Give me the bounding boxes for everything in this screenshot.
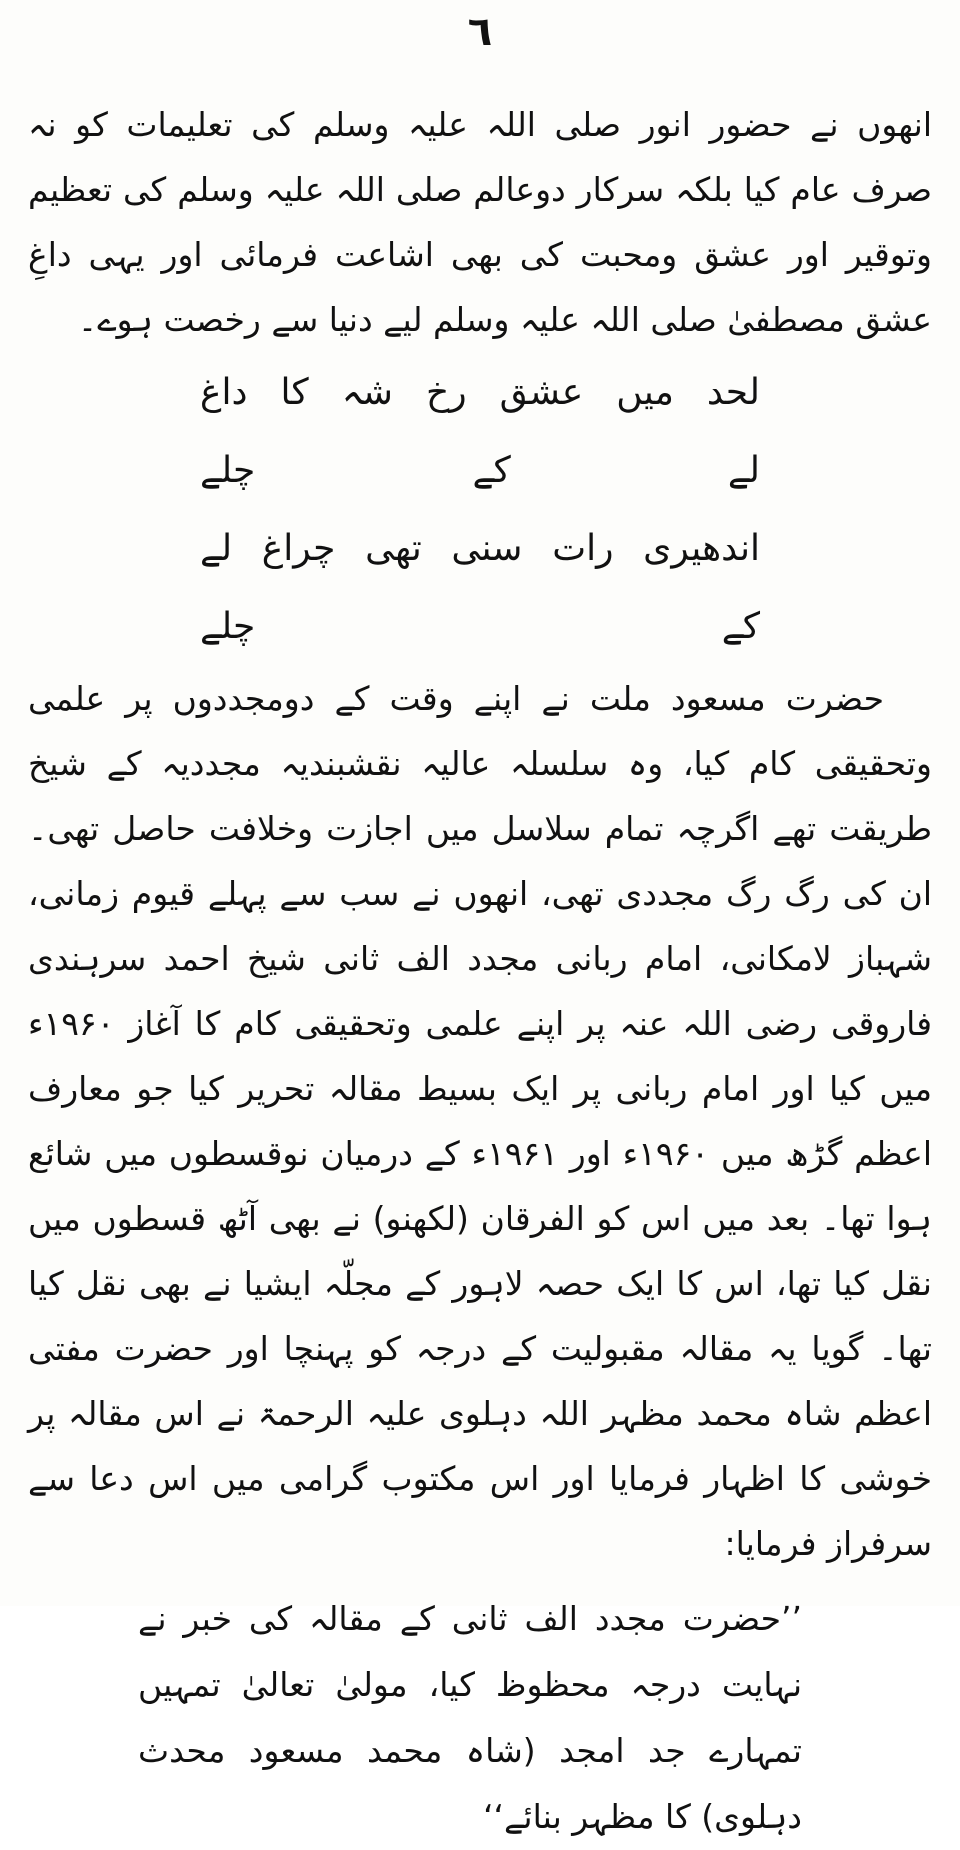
paragraph-main: حضرت مسعود ملت نے اپنے وقت کے دومجددوں پر علمی وتحقیقی کام کیا، وہ سلسلہ عالیہ نقشبندیہ مجددیہ کے شیخ طریقت تھے اگرچہ تمام سلاسل میں اجازت وخلافت حاصل تھی۔ان کی رگ رگ مجددی تھی، انھوں نے سب سے پہلے قیوم زمانی، شہباز لامکانی، امام ربانی مجدد الف ثانی شیخ احمد سرہندی فاروقی رضی اللہ عنہ پر اپنے علمی وتحقیقی کام کا آغاز ۱۹۶۰ء میں کیا اور امام ربانی پر ایک بسیط مقالہ تحریر کیا جو معارف اعظم گڑھ میں ۱۹۶۰ء اور ۱۹۶۱ء کے درمیان نوقسطوں میں شائع ہوا تھا۔ بعد میں اس کو الفرقان (لکھنو) نے بھی آٹھ قسطوں میں نقل کیا تھا، اس کا ایک حصہ لاہور کے مجلّہ ایشیا نے بھی نقل کیا تھا۔ گویا یہ مقالہ مقبولیت کے درجہ کو پہنچا اور حضرت مفتی اعظم شاہ محمد مظہر اللہ دہلوی علیہ الرحمۃ نے اس مقالہ پر خوشی کا اظہار فرمایا اور اس مکتوب گرامی میں اس دعا سے سرفراز فرمایا: [28, 679, 933, 1563]
poetry-couplet [28, 352, 932, 666]
verse-line-2: اندھیری رات سنی تھی چراغ لے کے چلے [200, 528, 760, 647]
body-text [28, 92, 932, 1850]
verse-line-1: لحد میں عشق رخ شہ کا داغ لے کے چلے [200, 372, 760, 491]
block-quote: ’’حضرت مجدد الف ثانی کے مقالہ کی خبر نے نہایت درجہ محظوظ کیا، مولیٰ تعالیٰ تمہیں تمہارے جد امجد (شاہ محمد مسعود محدث دہلوی) کا مظہر بنائے‘‘ [138, 1599, 802, 1836]
page-number: ٦ [467, 9, 493, 55]
paragraph-intro: انھوں نے حضور انور صلی اللہ علیہ وسلم کی تعلیمات کو نہ صرف عام کیا بلکہ سرکار دوعالم صلی اللہ علیہ وسلم کی تعظیم وتوقیر اور عشق ومحبت کی بھی اشاعت فرمائی اور یہی داغِ عشق مصطفیٰ صلی اللہ علیہ وسلم لیے دنیا سے رخصت ہوے۔ [28, 105, 932, 339]
